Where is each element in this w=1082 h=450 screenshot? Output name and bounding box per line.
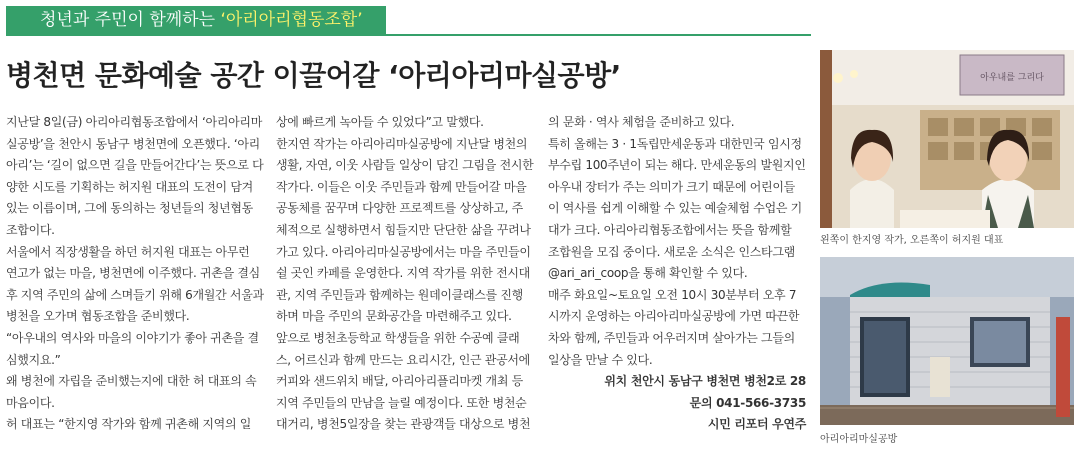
article-column-3 (548, 112, 806, 436)
paragraph: 특히 올해는 3 · 1독립만세운동과 대한민국 임시정부수립 100주년이 되는 해다. 만세운동의 발원지인 아우내 장터가 주는 의미가 크기 때문에 어린이들이 역사를 쉽게 이해할 수 있는 예술체험 수업은 기대가 크다. 아리아리협동조합에서는 뜻을 함께할 조합원을 모집 중이다. 새로운 소식은 인스타그램 @ari_ari_coop을 통해 확인할 수 있다. (548, 136, 806, 281)
paragraph: 앞으로 병천초등학교 학생들을 위한 수공예 클래스, 어르신과 함께 만드는 요리시간, 인근 관공서에 커피와 샌드위치 배달, 아리아리플리마켓 개최 등 지역 주민들의 만남을 늘릴 예정이다. 또한 병천순대거리, 병천5일장을 찾는 관광객들 대상으로 병천 (276, 330, 531, 432)
banner-highlight: ‘아리아리협동조합’ (220, 10, 363, 30)
photo-building-illustration (820, 257, 1074, 425)
photo-caption: 아리아리마실공방 (820, 434, 898, 445)
photo-workshop-building (820, 257, 1074, 425)
photo-two-women-illustration (820, 50, 1074, 228)
article-column-1 (6, 112, 264, 436)
photo-caption: 왼쪽이 한지영 작가, 오른쪽이 허지원 대표 (820, 235, 1004, 246)
paragraph: 매주 화요일~토요일 오전 10시 30분부터 오후 7시까지 운영하는 아리아리마실공방에 가면 따끈한 차와 함께, 주민들과 어우러지며 살아가는 그들의 일상을 만날 수 있다. (548, 287, 800, 367)
sign-text: 아우내를 그리다 (980, 73, 1044, 83)
banner-prefix: 청년과 주민이 함께하는 (40, 10, 221, 30)
reporter-byline: 시민 리포터 우연주 (707, 417, 806, 432)
info-location: 위치 천안시 동남구 병천면 병천2로 28 (604, 374, 806, 389)
paragraph: 서울에서 직장생활을 하던 허지원 대표는 아무런 연고가 없는 마을, 병천면에 이주했다. 귀촌을 결심 후 지역 주민의 삶에 스며들기 위해 6개월간 서울과 병천을 오가며 협동조합을 준비했다. (6, 244, 264, 324)
paragraph: 지난달 8일(금) 아리아리협동조합에서 ‘아리아리마실공방’을 천안시 동남구 병천면에 오픈했다. ‘아리아리’는 ‘길이 없으면 길을 만들어간다’는 뜻으로 다양한 시도를 기획하는 허지원 대표의 도전이 담겨있는 이름이며, 그에 동의하는 청년들의 청년협동조합이다. (6, 115, 264, 237)
banner-rule (6, 34, 811, 36)
paragraph: 한지연 작가는 아리아리마실공방에 지난달 병천의 생활, 자연, 이웃 사람들 일상이 담긴 그림을 전시한 작가다. 이들은 이웃 주민들과 함께 만들어갈 마을 공동체를 꿈꾸며 다양한 프로젝트를 상상하고, 주체적으로 실행하면서 힘들지만 단단한 삶을 꾸려나가고 있다. 아리아리마실공방에서는 마을 주민들이 쉴 곳인 카페를 운영한다. 지역 작가를 위한 전시대관, 지역 주민들과 함께하는 원데이클래스를 진행하며 마을 주민의 문화공간을 마련해주고 있다. (276, 136, 534, 324)
article-column-2 (276, 112, 534, 436)
paragraph: 허 대표는 “한지영 작가와 함께 귀촌해 지역의 일 (6, 417, 252, 432)
paragraph: “아우내의 역사와 마을의 이야기가 좋아 귀촌을 결심했지요.” (6, 330, 259, 367)
paragraph: 상에 빠르게 녹아들 수 있었다”고 말했다. (276, 115, 484, 129)
article-headline: 병천면 문화예술 공간 이끌어갈 ‘아리아리마실공방’ (6, 59, 621, 92)
section-banner (6, 6, 386, 34)
paragraph: 왜 병천에 자립을 준비했는지에 대한 허 대표의 속마음이다. (6, 374, 257, 410)
paragraph: 의 문화 · 역사 체험을 준비하고 있다. (548, 115, 735, 129)
photo-two-women (820, 50, 1074, 228)
info-contact: 문의 041-566-3735 (689, 395, 806, 410)
